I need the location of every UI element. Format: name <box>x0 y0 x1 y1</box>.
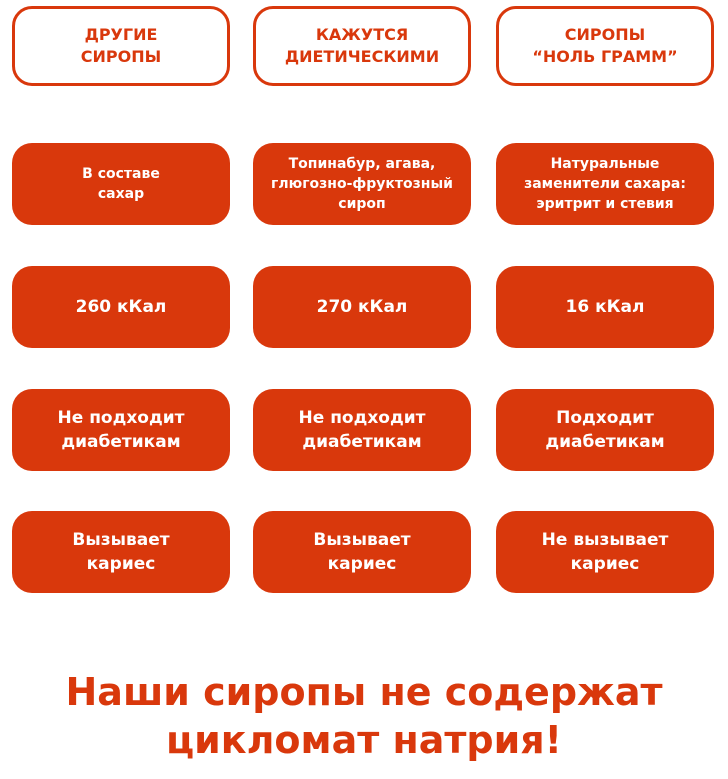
column-header-label: ДРУГИЕ СИРОПЫ <box>80 25 162 66</box>
cell-calories-other <box>12 266 230 348</box>
cell-caries-other <box>12 511 230 593</box>
cell-diabetics-zero-gram <box>496 389 714 471</box>
cell-text: Вызывает кариес <box>72 530 170 574</box>
column-header-label: СИРОПЫ “НОЛЬ ГРАММ” <box>532 25 678 66</box>
column-header-label: КАЖУТСЯ ДИЕТИЧЕСКИМИ <box>284 25 440 66</box>
cell-text: Натуральные заменители сахара: эритрит и стевия <box>524 156 686 212</box>
cell-composition-other <box>12 143 230 225</box>
cell-text: Не вызывает кариес <box>541 530 669 574</box>
cell-calories-zero-gram <box>496 266 714 348</box>
cell-text: Подходит диабетикам <box>545 408 665 452</box>
cell-text: Вызывает кариес <box>313 530 411 574</box>
cell-text: Не подходит диабетикам <box>298 408 426 452</box>
cell-text: 270 кКал <box>316 297 408 317</box>
cell-text: Топинабур, агава, глюгозно-фруктозный сироп <box>271 156 453 212</box>
column-header-other-syrups <box>12 6 230 86</box>
column-header-zero-gram-syrups <box>496 6 714 86</box>
cell-caries-dietary <box>253 511 471 593</box>
cell-text: В составе сахар <box>82 166 160 202</box>
cell-composition-zero-gram <box>496 143 714 225</box>
cell-text: 260 кКал <box>75 297 167 317</box>
cell-text: 16 кКал <box>565 297 645 317</box>
cell-caries-zero-gram <box>496 511 714 593</box>
cell-diabetics-other <box>12 389 230 471</box>
column-header-seem-dietary <box>253 6 471 86</box>
cell-text: Не подходит диабетикам <box>57 408 185 452</box>
footer-slogan: Наши сиропы не содержат цикломат натрия! <box>65 670 663 762</box>
cell-diabetics-dietary <box>253 389 471 471</box>
cell-calories-dietary <box>253 266 471 348</box>
cell-composition-dietary <box>253 143 471 225</box>
